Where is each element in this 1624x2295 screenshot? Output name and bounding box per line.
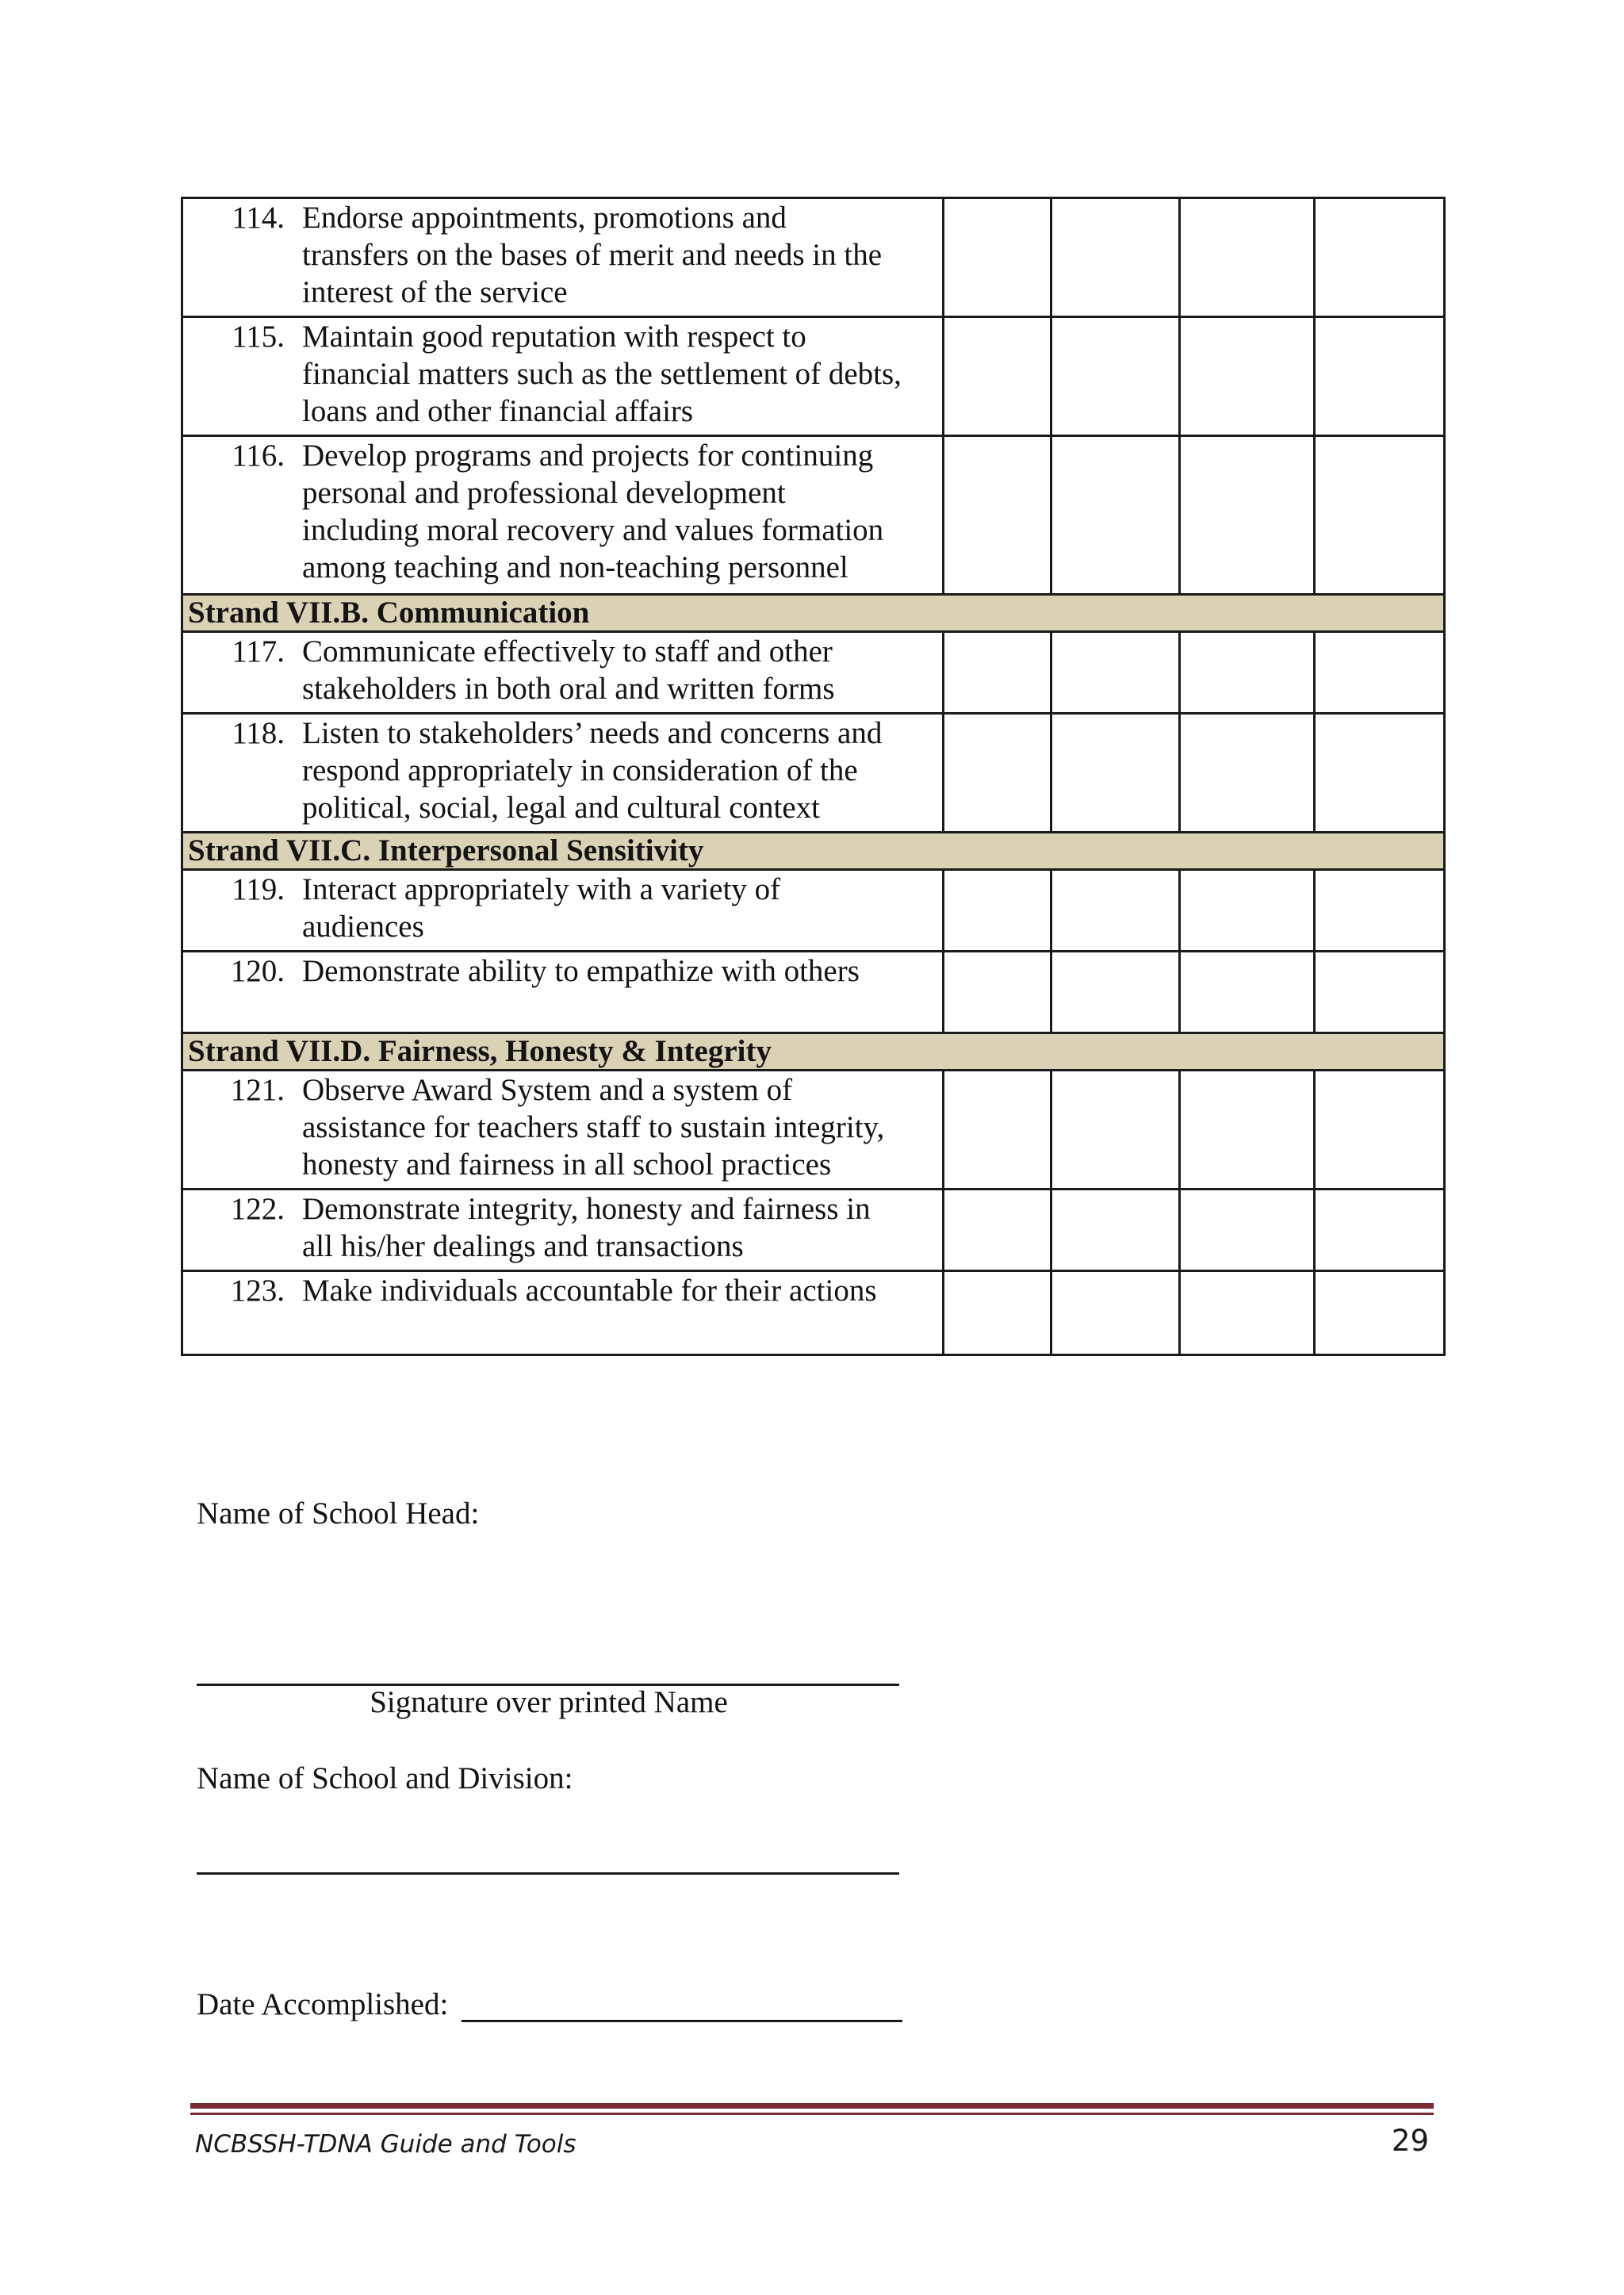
competency-text-line: assistance for teachers staff to sustain integrity,	[302, 1110, 885, 1144]
strand-header: Strand VII.B. Communication	[182, 595, 1445, 632]
rating-cell-1[interactable]	[944, 714, 1051, 833]
rating-cell-1[interactable]	[944, 870, 1051, 952]
competency-number: 123.	[230, 1274, 285, 1308]
rating-cell-4[interactable]	[1315, 436, 1445, 595]
competency-text-line: Develop programs and projects for continuing	[302, 439, 874, 473]
competency-text-line: respond appropriately in consideration of the	[302, 753, 858, 787]
rating-cell-1[interactable]	[944, 1190, 1051, 1271]
competency-text-line: Demonstrate ability to empathize with others	[302, 954, 860, 988]
competency-text-line: Endorse appointments, promotions and	[302, 201, 787, 235]
rating-cell-2[interactable]	[1051, 870, 1180, 952]
competency-table	[181, 197, 1446, 1356]
page-number: 29	[1391, 2124, 1429, 2158]
strand-header-row	[182, 1033, 1445, 1071]
rating-cell-1[interactable]	[944, 1271, 1051, 1355]
date-accomplished-label: Date Accomplished:	[197, 1987, 449, 2021]
rating-cell-3[interactable]	[1180, 1271, 1315, 1355]
rating-cell-2[interactable]	[1051, 436, 1180, 595]
competency-cell	[182, 714, 944, 833]
rating-cell-2[interactable]	[1051, 714, 1180, 833]
competency-text-line: all his/her dealings and transactions	[302, 1229, 744, 1263]
competency-number: 115.	[232, 320, 285, 354]
strand-header: Strand VII.D. Fairness, Honesty & Integrity	[182, 1033, 1445, 1071]
competency-text-line: Make individuals accountable for their actions	[302, 1274, 877, 1308]
rating-cell-3[interactable]	[1180, 870, 1315, 952]
competency-row	[182, 317, 1445, 436]
rating-cell-4[interactable]	[1315, 1071, 1445, 1190]
rating-cell-4[interactable]	[1315, 632, 1445, 714]
rating-cell-4[interactable]	[1315, 952, 1445, 1033]
competency-text-line: Communicate effectively to staff and other	[302, 634, 833, 669]
footer-rule-thin	[190, 2113, 1434, 2115]
competency-text-line: Observe Award System and a system of	[302, 1073, 793, 1107]
competency-cell	[182, 198, 944, 317]
competency-number: 119.	[232, 872, 285, 906]
competency-row	[182, 436, 1445, 595]
rating-cell-2[interactable]	[1051, 632, 1180, 714]
competency-text-line: Listen to stakeholders’ needs and concerns and	[302, 716, 883, 750]
competency-text-line: loans and other financial affairs	[302, 394, 694, 428]
competency-number: 114.	[232, 201, 285, 235]
rating-cell-3[interactable]	[1180, 198, 1315, 317]
competency-number: 118.	[232, 716, 285, 750]
rating-cell-2[interactable]	[1051, 952, 1180, 1033]
rating-cell-1[interactable]	[944, 436, 1051, 595]
competency-text-line: political, social, legal and cultural context	[302, 791, 821, 825]
competency-text-line: audiences	[302, 910, 424, 944]
competency-text-line: including moral recovery and values formation	[302, 513, 884, 547]
school-division-line[interactable]	[197, 1872, 899, 1875]
rating-cell-3[interactable]	[1180, 436, 1315, 595]
school-head-label: Name of School Head:	[197, 1496, 480, 1531]
rating-cell-3[interactable]	[1180, 1071, 1315, 1190]
competency-text-line: Demonstrate integrity, honesty and fairness in	[302, 1192, 871, 1226]
competency-cell	[182, 870, 944, 952]
rating-cell-2[interactable]	[1051, 198, 1180, 317]
rating-cell-2[interactable]	[1051, 1271, 1180, 1355]
rating-cell-1[interactable]	[944, 632, 1051, 714]
competency-text	[302, 1272, 942, 1309]
competency-text	[302, 318, 942, 430]
rating-cell-1[interactable]	[944, 198, 1051, 317]
competency-cell	[182, 317, 944, 436]
competency-text	[302, 1190, 942, 1265]
competency-row	[182, 714, 1445, 833]
rating-cell-4[interactable]	[1315, 1190, 1445, 1271]
strand-header-row	[182, 595, 1445, 632]
rating-cell-3[interactable]	[1180, 1190, 1315, 1271]
competency-cell	[182, 952, 944, 1033]
competency-row	[182, 870, 1445, 952]
competency-row	[182, 632, 1445, 714]
rating-cell-4[interactable]	[1315, 714, 1445, 833]
competency-text	[302, 715, 942, 826]
competency-text-line: personal and professional development	[302, 476, 786, 510]
strand-header-row	[182, 833, 1445, 870]
rating-cell-3[interactable]	[1180, 317, 1315, 436]
footer-rule	[190, 2103, 1434, 2109]
rating-cell-3[interactable]	[1180, 952, 1315, 1033]
rating-cell-2[interactable]	[1051, 1071, 1180, 1190]
competency-text-line: honesty and fairness in all school practices	[302, 1148, 832, 1182]
competency-text	[302, 437, 942, 586]
competency-cell	[182, 632, 944, 714]
rating-cell-4[interactable]	[1315, 198, 1445, 317]
competency-text-line: financial matters such as the settlement of debts,	[302, 357, 902, 391]
competency-text	[302, 871, 942, 945]
competency-row	[182, 1190, 1445, 1271]
competency-text-line: Maintain good reputation with respect to	[302, 320, 806, 354]
competency-text	[302, 633, 942, 707]
competency-text-line: among teaching and non-teaching personnel	[302, 550, 848, 584]
signature-caption: Signature over printed Name	[370, 1685, 728, 1719]
competency-text-line: stakeholders in both oral and written forms	[302, 672, 835, 706]
footer-title: NCBSSH-TDNA Guide and Tools	[195, 2130, 576, 2159]
rating-cell-1[interactable]	[944, 1071, 1051, 1190]
competency-cell	[182, 1190, 944, 1271]
strand-header: Strand VII.C. Interpersonal Sensitivity	[182, 833, 1445, 870]
competency-number: 120.	[230, 954, 285, 988]
competency-number: 116.	[232, 439, 285, 473]
competency-text-line: Interact appropriately with a variety of	[302, 872, 781, 906]
rating-cell-3[interactable]	[1180, 714, 1315, 833]
competency-row	[182, 198, 1445, 317]
rating-cell-4[interactable]	[1315, 1271, 1445, 1355]
competency-row	[182, 1071, 1445, 1190]
rating-cell-4[interactable]	[1315, 317, 1445, 436]
competency-number: 122.	[230, 1192, 285, 1226]
rating-cell-1[interactable]	[944, 317, 1051, 436]
competency-cell	[182, 436, 944, 595]
school-division-label: Name of School and Division:	[197, 1761, 573, 1795]
competency-text-line: transfers on the bases of merit and needs in the	[302, 238, 883, 272]
competency-text	[302, 952, 942, 990]
rating-cell-1[interactable]	[944, 952, 1051, 1033]
rating-cell-2[interactable]	[1051, 317, 1180, 436]
competency-number: 117.	[232, 634, 285, 669]
competency-cell	[182, 1071, 944, 1190]
rating-cell-3[interactable]	[1180, 632, 1315, 714]
competency-row	[182, 1271, 1445, 1355]
competency-row	[182, 952, 1445, 1033]
rating-cell-4[interactable]	[1315, 870, 1445, 952]
competency-text	[302, 199, 942, 311]
competency-text	[302, 1071, 942, 1183]
competency-cell	[182, 1271, 944, 1355]
competency-number: 121.	[230, 1073, 285, 1107]
rating-cell-2[interactable]	[1051, 1190, 1180, 1271]
date-accomplished-line[interactable]	[462, 2020, 902, 2022]
competency-text-line: interest of the service	[302, 275, 568, 309]
